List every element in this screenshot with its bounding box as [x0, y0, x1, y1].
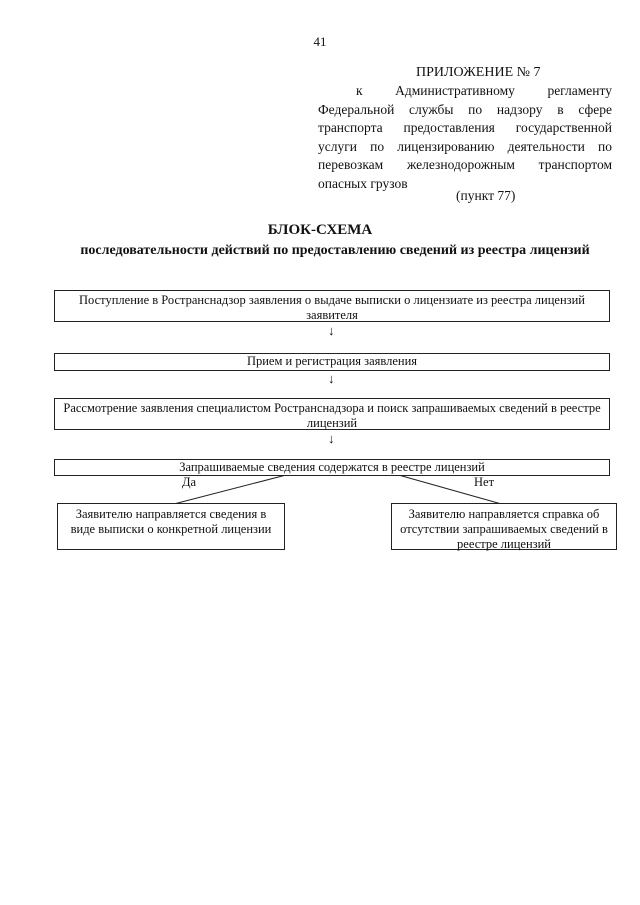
branch-label-no: Нет	[474, 475, 495, 489]
down-arrow-icon: ↓	[328, 431, 335, 446]
appendix-line: опасных грузов	[318, 175, 408, 191]
flow-step-text: Запрашиваемые сведения содержатся в реестре лицензий	[179, 460, 485, 474]
flow-result-yes	[57, 503, 285, 550]
appendix-title: ПРИЛОЖЕНИЕ № 7	[416, 65, 541, 80]
down-arrow-icon: ↓	[328, 323, 335, 338]
appendix-line: транспорта предоставления государственной	[318, 120, 612, 135]
scheme-title: БЛОК-СХЕМА	[267, 222, 373, 238]
appendix-line: перевозкам железнодорожным транспортом	[318, 157, 612, 172]
flow-step-registration	[54, 353, 610, 371]
appendix-line: услуги по лицензированию деятельности по	[318, 138, 612, 154]
flow-step-text: Рассмотрение заявления специалистом Ространснадзора и поиск запрашиваемых сведений в реестре лицензий	[63, 401, 601, 430]
flow-step-review	[54, 398, 610, 430]
flow-step-text: Поступление в Ространснадзор заявления о выдаче выписки о лицензиате из реестра лицензий заявителя	[79, 293, 585, 322]
flow-step-decision	[54, 459, 610, 476]
appendix-line: Федеральной службы по надзору в сфере	[318, 101, 612, 117]
flow-step-text: Прием и регистрация заявления	[246, 354, 418, 368]
flow-result-text: Заявителю направляется сведения в виде выписки о конкретной лицензии	[70, 507, 272, 536]
flow-result-no	[391, 503, 617, 550]
appendix-line: к Административному регламенту	[356, 83, 612, 98]
punkt-reference: (пункт 77)	[456, 188, 516, 203]
branch-label-yes: Да	[182, 475, 197, 489]
flow-result-text: Заявителю направляется справка об отсутствии запрашиваемых сведений в реестре лицензий	[400, 507, 608, 551]
down-arrow-icon: ↓	[328, 371, 335, 386]
scheme-subtitle: последовательности действий по предоставлению сведений из реестра лицензий	[80, 243, 590, 258]
page-number: 41	[313, 34, 327, 49]
flow-step-receipt	[54, 290, 610, 322]
